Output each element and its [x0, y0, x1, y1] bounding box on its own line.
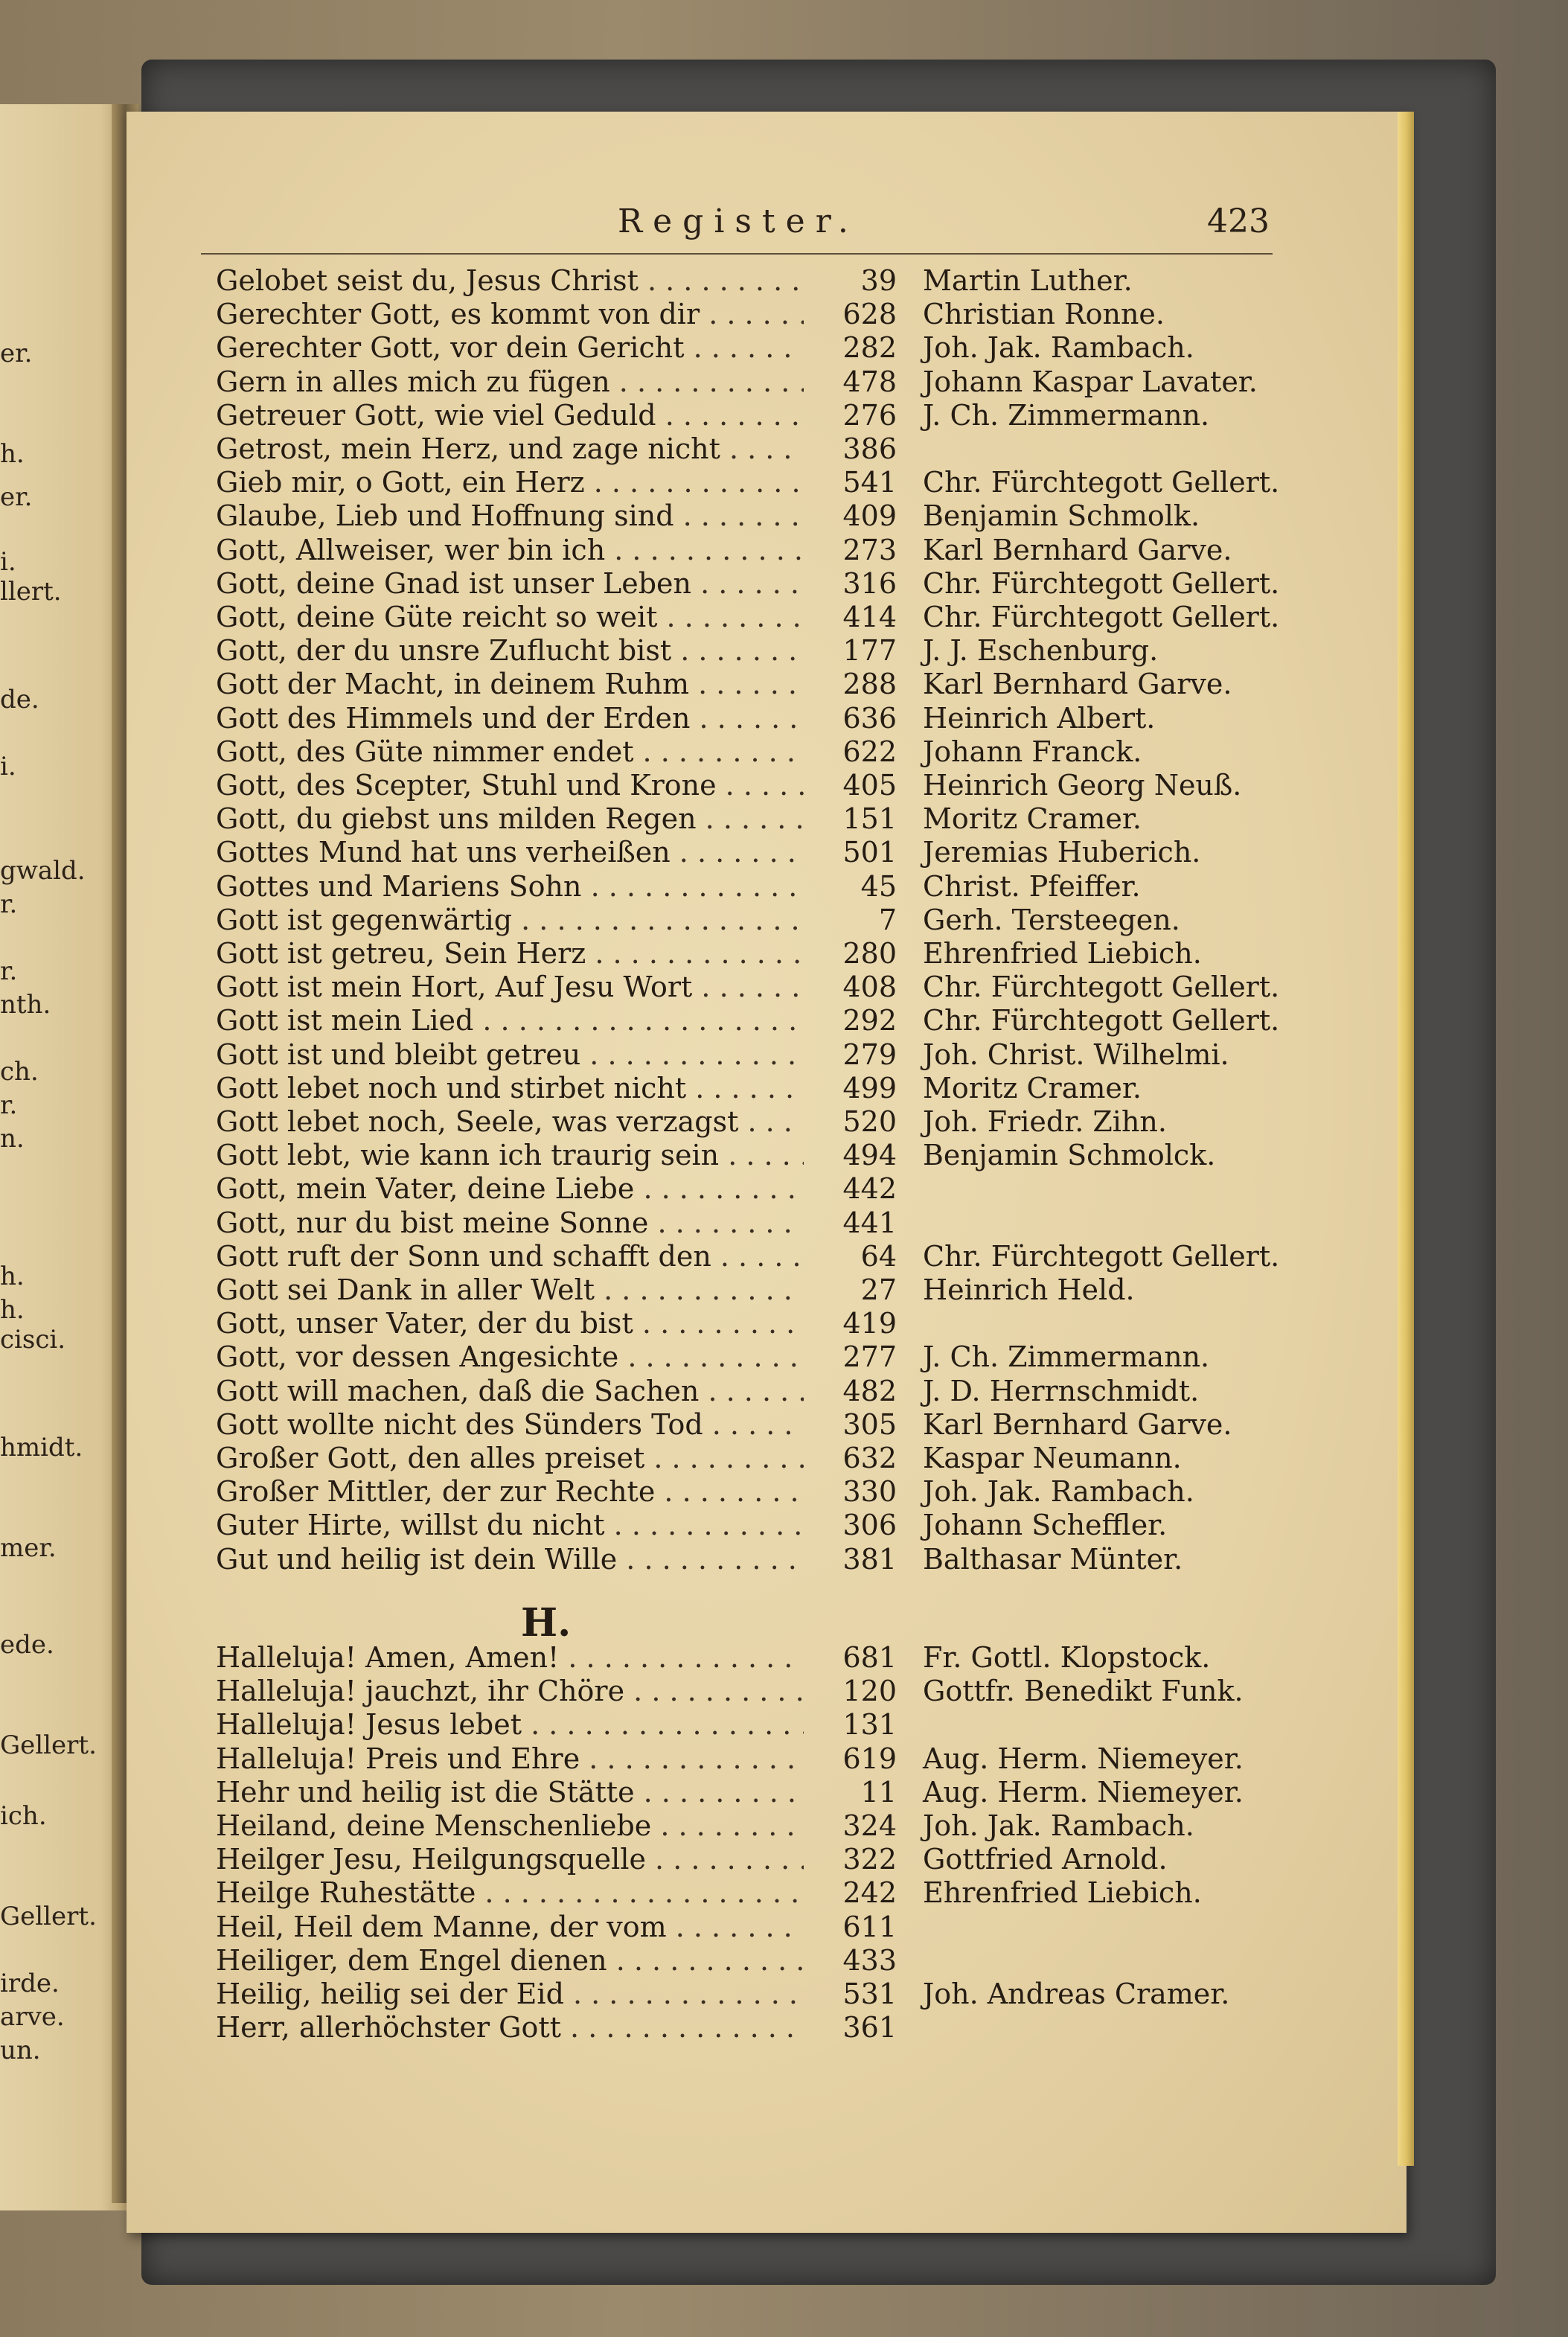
hymn-author: Chr. Fürchtegott Gellert.: [923, 1004, 1280, 1038]
hymn-title: Gott, deine Güte reicht so weit . . .: [216, 601, 804, 633]
hymn-author: Chr. Fürchtegott Gellert.: [923, 566, 1280, 600]
left-page-text-fragment: er.: [0, 339, 33, 368]
hymn-author: Kaspar Neumann.: [923, 1442, 1182, 1474]
hymn-number: 151: [842, 802, 897, 836]
hymn-number: 611: [842, 1910, 897, 1943]
hymn-number: 531: [842, 1978, 897, 2010]
hymn-author: Gottfr. Benedikt Funk.: [923, 1675, 1244, 1708]
index-entry: [0, 870, 1568, 903]
left-page-text-fragment: irde.: [0, 1969, 60, 1998]
hymn-number: 441: [842, 1206, 897, 1239]
hymn-author: Gerh. Tersteegen.: [923, 903, 1180, 936]
index-entry: [0, 702, 1568, 735]
hymn-title: Heilger Jesu, Heilgungsquelle . . .: [216, 1843, 804, 1876]
hymn-number: 408: [842, 971, 897, 1004]
index-entry: [0, 264, 1568, 297]
left-page-text-fragment: cisci.: [0, 1325, 66, 1355]
hymn-title: Gott, unser Vater, der du bist . . .: [216, 1307, 804, 1340]
index-entry: [0, 1978, 1568, 2010]
hymn-author: Chr. Fürchtegott Gellert.: [923, 971, 1280, 1004]
hymn-author: J. Ch. Zimmermann.: [923, 1340, 1210, 1374]
hymn-author: Ehrenfried Liebich.: [923, 937, 1202, 970]
hymn-title: Gerechter Gott, es kommt von dir . . .: [216, 298, 804, 330]
left-page-text-fragment: h.: [0, 1262, 25, 1291]
hymn-number: 277: [842, 1340, 897, 1374]
hymn-author: Karl Bernhard Garve.: [923, 1407, 1232, 1441]
hymn-title: Halleluja! Amen, Amen! . . .: [216, 1641, 804, 1674]
left-page-text-fragment: de.: [0, 685, 39, 714]
hymn-number: 520: [842, 1105, 897, 1138]
hymn-title: Gott lebt, wie kann ich traurig sein . . .: [216, 1139, 804, 1171]
index-entry: [0, 802, 1568, 835]
hymn-number: 120: [842, 1675, 897, 1708]
hymn-number: 628: [842, 298, 897, 331]
hymn-title: Gelobet seist du, Jesus Christ . . .: [216, 264, 804, 297]
left-page-text-fragment: ede.: [0, 1630, 54, 1660]
hymn-author: Moritz Cramer.: [923, 802, 1142, 836]
index-entry: [0, 1240, 1568, 1273]
hymn-title: Gerechter Gott, vor dein Gericht . . .: [216, 331, 804, 364]
left-page-text-fragment: arve.: [0, 2002, 65, 2032]
hymn-title: Heil, Heil dem Manne, der vom . . .: [216, 1911, 804, 1943]
hymn-author: J. Ch. Zimmermann.: [923, 398, 1210, 432]
hymn-number: 242: [842, 1876, 897, 1910]
index-entry: [0, 1911, 1568, 1943]
hymn-title: Herr, allerhöchster Gott . . .: [216, 2011, 804, 2044]
hymn-author: Jeremias Huberich.: [923, 836, 1201, 869]
hymn-title: Gott, Allweiser, wer bin ich . . .: [216, 534, 804, 566]
hymn-number: 282: [842, 331, 897, 365]
index-entry: [0, 1375, 1568, 1407]
hymn-title: Gott, nur du bist meine Sonne . . .: [216, 1206, 804, 1239]
hymn-title: Heilge Ruhestätte . . .: [216, 1876, 804, 1909]
hymn-number: 482: [842, 1374, 897, 1407]
index-entry: [0, 1105, 1568, 1138]
hymn-title: Gott, deine Gnad ist unser Leben . . .: [216, 567, 804, 600]
left-page-text-fragment: ch.: [0, 1057, 39, 1087]
index-entry: [0, 1408, 1568, 1441]
hymn-number: 292: [842, 1004, 897, 1038]
page-number: 423: [1207, 202, 1270, 240]
hymn-title: Gieb mir, o Gott, ein Herz . . .: [216, 466, 804, 499]
hymn-title: Gott, vor dessen Angesichte . . .: [216, 1340, 804, 1373]
hymn-number: 280: [842, 937, 897, 970]
hymn-title: Gott ist gegenwärtig . . .: [216, 904, 804, 936]
index-entry: [0, 365, 1568, 398]
hymn-author: Heinrich Held.: [923, 1273, 1135, 1306]
hymn-author: Aug. Herm. Niemeyer.: [923, 1775, 1244, 1809]
index-entry: [0, 1809, 1568, 1842]
index-entry: [0, 1072, 1568, 1104]
hymn-author: Johann Kaspar Lavater.: [923, 365, 1258, 398]
left-page-text-fragment: Gellert.: [0, 1902, 97, 1931]
hymn-number: 305: [842, 1407, 897, 1441]
left-page-text-fragment: ich.: [0, 1801, 47, 1831]
hymn-title: Heiland, deine Menschenliebe . . .: [216, 1809, 804, 1842]
hymn-number: 316: [842, 566, 897, 600]
hymn-author: Joh. Christ. Wilhelmi.: [923, 1038, 1229, 1071]
index-entry: [0, 971, 1568, 1003]
hymn-number: 419: [842, 1307, 897, 1340]
hymn-number: 7: [878, 903, 897, 936]
left-page-text-fragment: h.: [0, 439, 25, 469]
hymn-title: Gut und heilig ist dein Wille . . .: [216, 1543, 804, 1576]
index-entry: [0, 2011, 1568, 2044]
index-entry: [0, 1742, 1568, 1775]
hymn-author: J. J. Eschenburg.: [923, 634, 1159, 668]
index-entry: [0, 634, 1568, 667]
hymn-title: Großer Mittler, der zur Rechte . . .: [216, 1475, 804, 1508]
hymn-title: Gott des Himmels und der Erden . . .: [216, 702, 804, 735]
hymn-author: Benjamin Schmolk.: [923, 499, 1200, 533]
index-entry: [0, 1876, 1568, 1909]
hymn-number: 501: [842, 836, 897, 869]
hymn-number: 273: [842, 533, 897, 566]
hymn-title: Hehr und heilig ist die Stätte . . .: [216, 1776, 804, 1809]
left-page-text-fragment: mer.: [0, 1533, 57, 1563]
hymn-author: Joh. Jak. Rambach.: [923, 331, 1194, 365]
left-page-text-fragment: hmidt.: [0, 1433, 83, 1462]
hymn-author: Heinrich Georg Neuß.: [923, 769, 1242, 802]
hymn-title: Heiliger, dem Engel dienen . . .: [216, 1944, 804, 1977]
index-entry: [0, 1843, 1568, 1876]
hymn-number: 409: [842, 499, 897, 533]
left-page-text-fragment: r.: [0, 889, 18, 919]
hymn-number: 681: [842, 1641, 897, 1674]
index-entry: [0, 1340, 1568, 1373]
hymn-title: Gott ist getreu, Sein Herz . . .: [216, 937, 804, 970]
hymn-title: Gott, des Scepter, Stuhl und Krone . . .: [216, 769, 804, 802]
hymn-number: 442: [842, 1172, 897, 1206]
hymn-title: Halleluja! Preis und Ehre . . .: [216, 1742, 804, 1775]
hymn-title: Gottes und Mariens Sohn . . .: [216, 870, 804, 903]
index-entry: [0, 1675, 1568, 1707]
hymn-author: Benjamin Schmolck.: [923, 1139, 1216, 1172]
index-entry: [0, 432, 1568, 465]
hymn-number: 276: [842, 398, 897, 432]
hymn-number: 494: [842, 1139, 897, 1172]
hymn-number: 381: [842, 1542, 897, 1576]
hymn-number: 636: [842, 701, 897, 735]
hymn-number: 478: [842, 365, 897, 398]
left-page-text-fragment: r.: [0, 1090, 18, 1120]
hymn-title: Halleluja! Jesus lebet . . .: [216, 1708, 804, 1741]
hymn-number: 288: [842, 668, 897, 701]
hymn-number: 306: [842, 1509, 897, 1542]
hymn-number: 386: [842, 432, 897, 465]
hymn-number: 131: [842, 1708, 897, 1742]
index-entry: [0, 1442, 1568, 1474]
hymn-author: Chr. Fürchtegott Gellert.: [923, 466, 1280, 499]
left-page-text-fragment: i.: [0, 752, 16, 781]
hymn-author: Christian Ronne.: [923, 298, 1165, 331]
left-page-text-fragment: gwald.: [0, 856, 86, 886]
hymn-author: J. D. Herrnschmidt.: [923, 1374, 1200, 1407]
hymn-author: Fr. Gottl. Klopstock.: [923, 1641, 1211, 1674]
hymn-title: Glaube, Lieb und Hoffnung sind . . .: [216, 499, 804, 532]
left-page-text-fragment: Gellert.: [0, 1730, 97, 1760]
left-page-text-fragment: llert.: [0, 577, 62, 607]
hymn-author: Joh. Friedr. Zihn.: [923, 1105, 1167, 1138]
hymn-title: Gott ist mein Lied . . .: [216, 1004, 804, 1037]
index-entry: [0, 1273, 1568, 1306]
hymn-number: 322: [842, 1843, 897, 1876]
hymn-author: Martin Luther.: [923, 264, 1133, 297]
index-entry: [0, 836, 1568, 869]
hymn-number: 541: [842, 466, 897, 499]
hymn-title: Gott sei Dank in aller Welt . . .: [216, 1273, 804, 1306]
hymn-number: 433: [842, 1943, 897, 1977]
index-entry: [0, 298, 1568, 330]
index-entry: [0, 1509, 1568, 1541]
hymn-author: Gottfried Arnold.: [923, 1843, 1168, 1876]
hymn-author: Christ. Pfeiffer.: [923, 869, 1141, 903]
hymn-title: Gott ist mein Hort, Auf Jesu Wort . . .: [216, 971, 804, 1003]
left-page-text-fragment: r.: [0, 956, 18, 986]
index-entry: [0, 499, 1568, 532]
hymn-author: Joh. Jak. Rambach.: [923, 1475, 1194, 1509]
hymn-number: 64: [860, 1239, 897, 1273]
hymn-number: 622: [842, 735, 897, 768]
hymn-title: Gott wollte nicht des Sünders Tod . . .: [216, 1408, 804, 1441]
left-page-text-fragment: i.: [0, 547, 16, 577]
hymn-author: Aug. Herm. Niemeyer.: [923, 1742, 1244, 1775]
hymn-title: Getrost, mein Herz, und zage nicht . . .: [216, 432, 804, 465]
index-entry: [0, 1776, 1568, 1809]
hymn-number: 279: [842, 1038, 897, 1071]
hymn-title: Großer Gott, den alles preiset . . .: [216, 1442, 804, 1474]
index-entry: [0, 735, 1568, 768]
hymn-title: Getreuer Gott, wie viel Geduld . . .: [216, 399, 804, 432]
page-header: [0, 202, 1568, 247]
index-entry: [0, 937, 1568, 970]
hymn-number: 324: [842, 1809, 897, 1842]
hymn-number: 619: [842, 1742, 897, 1775]
hymn-number: 414: [842, 601, 897, 633]
index-entry: [0, 1004, 1568, 1037]
hymn-title: Halleluja! jauchzt, ihr Chöre . . .: [216, 1675, 804, 1707]
hymn-title: Gott, der du unsre Zuflucht bist . . .: [216, 634, 804, 667]
index-entry: [0, 466, 1568, 499]
hymn-author: Chr. Fürchtegott Gellert.: [923, 601, 1280, 633]
hymn-title: Gottes Mund hat uns verheißen . . .: [216, 836, 804, 869]
left-page-text-fragment: un.: [0, 2036, 41, 2065]
hymn-title: Gern in alles mich zu fügen . . .: [216, 365, 804, 398]
index-entry: [0, 1641, 1568, 1674]
hymn-title: Gott der Macht, in deinem Ruhm . . .: [216, 668, 804, 700]
index-entry: [0, 668, 1568, 700]
index-entry: [0, 1543, 1568, 1576]
hymn-title: Gott ist und bleibt getreu . . .: [216, 1038, 804, 1071]
hymn-number: 361: [842, 2011, 897, 2045]
hymn-number: 45: [860, 869, 897, 903]
hymn-number: 11: [860, 1775, 897, 1809]
index-entry: [0, 904, 1568, 936]
index-entry: [0, 1307, 1568, 1340]
hymn-number: 27: [860, 1273, 897, 1306]
section-heading-h: H.: [521, 1600, 572, 1646]
hymn-author: Ehrenfried Liebich.: [923, 1876, 1202, 1910]
index-entry: [0, 1944, 1568, 1977]
header-rule: [201, 253, 1273, 255]
index-entry: [0, 1139, 1568, 1171]
hymn-author: Moritz Cramer.: [923, 1071, 1142, 1104]
hymn-title: Gott, des Güte nimmer endet . . .: [216, 735, 804, 768]
index-entry: [0, 1038, 1568, 1071]
page-title: Register.: [618, 202, 859, 240]
index-entry: [0, 769, 1568, 802]
hymn-author: Chr. Fürchtegott Gellert.: [923, 1239, 1280, 1273]
hymn-number: 405: [842, 769, 897, 802]
index-entry: [0, 601, 1568, 633]
hymn-number: 39: [860, 264, 897, 297]
hymn-title: Heilig, heilig sei der Eid . . .: [216, 1978, 804, 2010]
hymn-number: 177: [842, 634, 897, 668]
index-entry: [0, 1206, 1568, 1239]
index-entry: [0, 1172, 1568, 1205]
index-entry: [0, 331, 1568, 364]
hymn-number: 330: [842, 1475, 897, 1509]
index-entry: [0, 534, 1568, 566]
left-page-text-fragment: h.: [0, 1295, 25, 1325]
hymn-title: Guter Hirte, willst du nicht . . .: [216, 1509, 804, 1541]
left-page-text-fragment: nth.: [0, 990, 51, 1020]
hymn-author: Karl Bernhard Garve.: [923, 668, 1232, 701]
hymn-author: Joh. Andreas Cramer.: [923, 1978, 1230, 2010]
hymn-title: Gott will machen, daß die Sachen . . .: [216, 1375, 804, 1407]
index-entry: [0, 1708, 1568, 1741]
index-entry: [0, 1475, 1568, 1508]
hymn-author: Johann Scheffler.: [923, 1509, 1168, 1542]
hymn-author: Johann Franck.: [923, 735, 1142, 768]
hymn-number: 499: [842, 1071, 897, 1104]
hymn-author: Balthasar Münter.: [923, 1542, 1183, 1576]
hymn-title: Gott lebet noch und stirbet nicht . . .: [216, 1072, 804, 1104]
hymn-title: Gott, du giebst uns milden Regen . . .: [216, 802, 804, 835]
hymn-author: Joh. Jak. Rambach.: [923, 1809, 1194, 1842]
index-entry: [0, 567, 1568, 600]
hymn-title: Gott ruft der Sonn und schafft den . . .: [216, 1240, 804, 1273]
left-page-text-fragment: n.: [0, 1124, 25, 1154]
hymn-title: Gott, mein Vater, deine Liebe . . .: [216, 1172, 804, 1205]
hymn-author: Heinrich Albert.: [923, 701, 1156, 735]
hymn-title: Gott lebet noch, Seele, was verzagst . . .: [216, 1105, 804, 1138]
hymn-number: 632: [842, 1442, 897, 1474]
left-page-text-fragment: er.: [0, 482, 33, 512]
index-entry: [0, 399, 1568, 432]
hymn-author: Karl Bernhard Garve.: [923, 533, 1232, 566]
